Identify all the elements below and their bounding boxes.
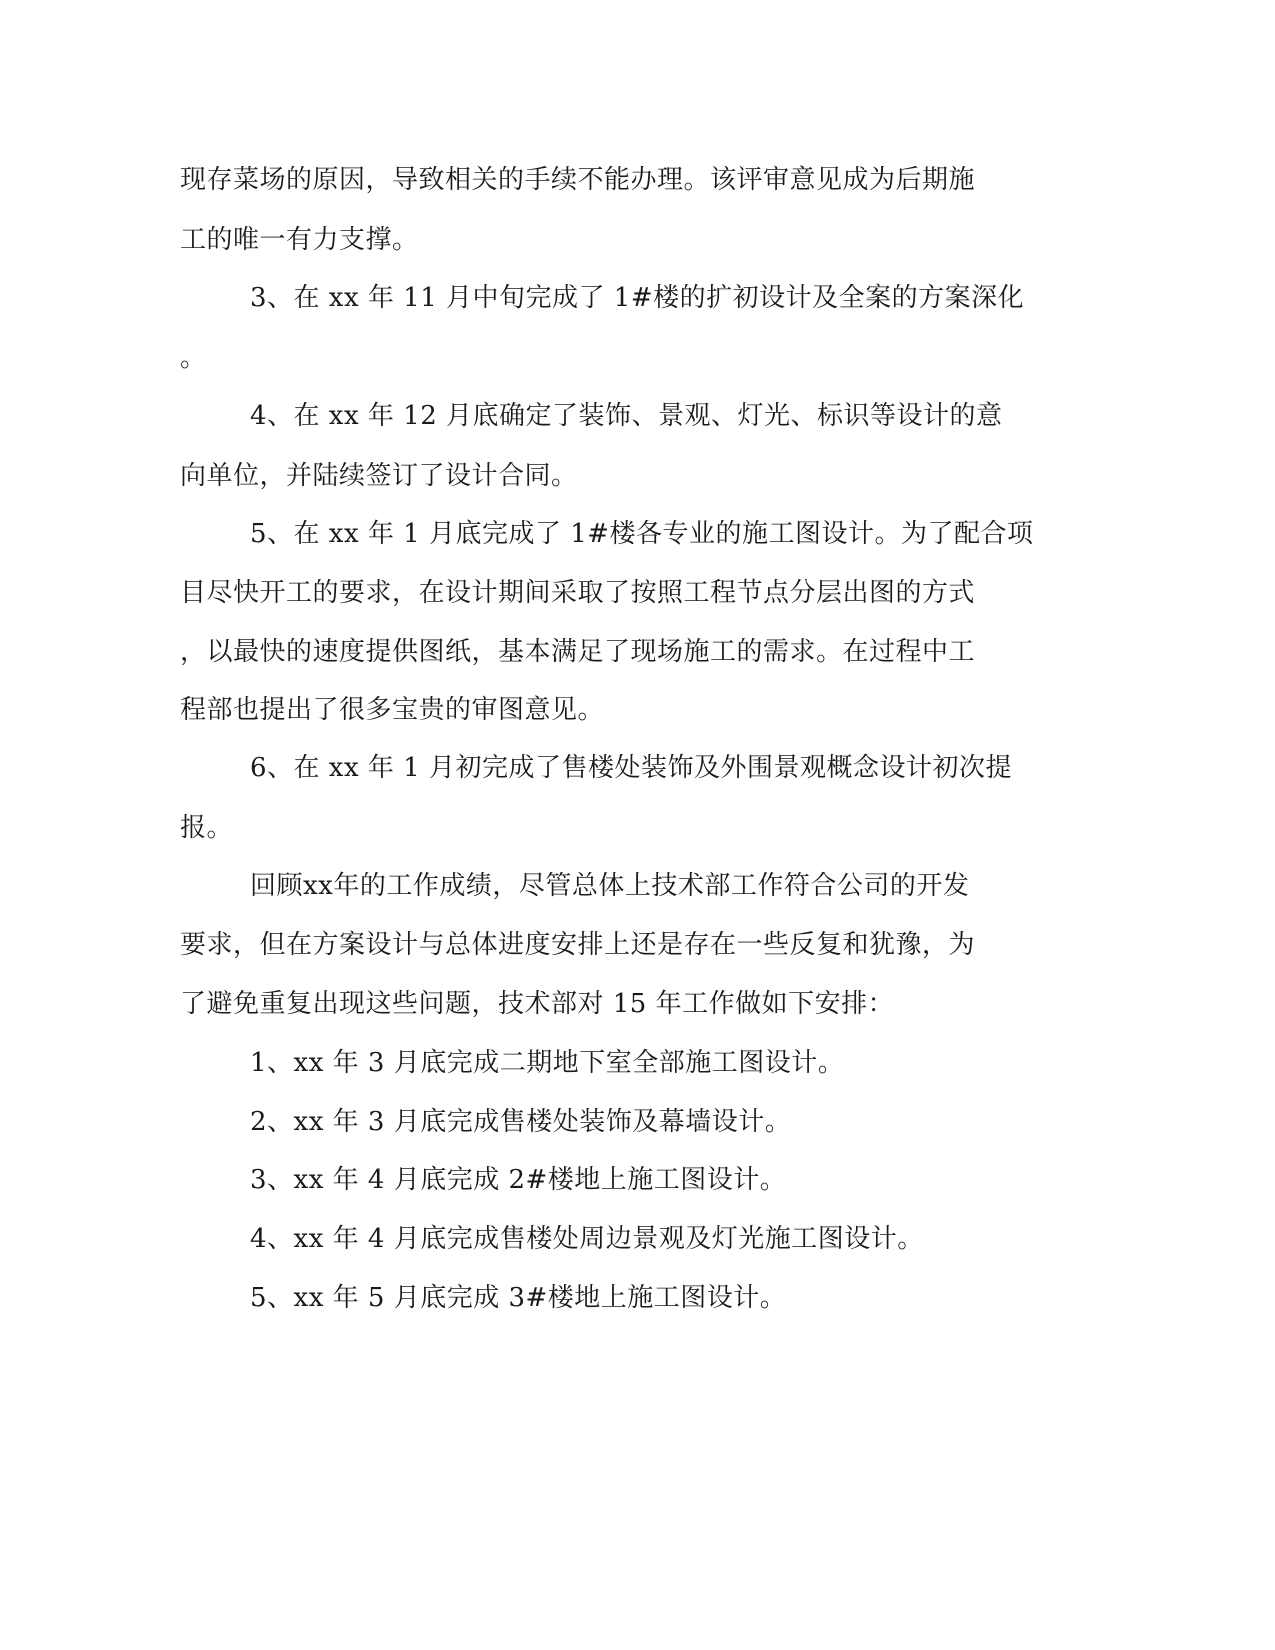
text-line: 目尽快开工的要求，在设计期间采取了按照工程节点分层出图的方式 (180, 578, 976, 608)
text-line: 程部也提出了很多宝贵的审图意见。 (180, 695, 605, 725)
text-line: 要求，但在方案设计与总体进度安排上还是存在一些反复和犹豫，为 (180, 930, 976, 960)
text-line: 6、在 xx 年 1 月初完成了售楼处装饰及外围景观概念设计初次提 (250, 753, 1012, 783)
text-line: 1、xx 年 3 月底完成二期地下室全部施工图设计。 (250, 1048, 845, 1078)
text-line: 了避免重复出现这些问题，技术部对 15 年工作做如下安排： (180, 989, 895, 1019)
text-line: 4、xx 年 4 月底完成售楼处周边景观及灯光施工图设计。 (250, 1224, 924, 1254)
text-line: 5、在 xx 年 1 月底完成了 1#楼各专业的施工图设计。为了配合项 (250, 519, 1034, 549)
text-line: 3、xx 年 4 月底完成 2#楼地上施工图设计。 (250, 1165, 787, 1195)
text-line: ，以最快的速度提供图纸，基本满足了现场施工的需求。在过程中工 (180, 637, 976, 667)
text-line: 向单位，并陆续签订了设计合同。 (180, 461, 578, 491)
text-line: 回顾xx年的工作成绩，尽管总体上技术部工作符合公司的开发 (250, 871, 970, 901)
text-line: 3、在 xx 年 11 月中旬完成了 1#楼的扩初设计及全案的方案深化 (250, 283, 1025, 313)
text-line: 。 (180, 343, 207, 373)
text-line: 2、xx 年 3 月底完成售楼处装饰及幕墙设计。 (250, 1107, 792, 1137)
text-line: 报。 (180, 813, 234, 843)
text-line: 工的唯一有力支撑。 (180, 225, 419, 255)
text-line: 现存菜场的原因，导致相关的手续不能办理。该评审意见成为后期施 (180, 165, 976, 195)
text-line: 5、xx 年 5 月底完成 3#楼地上施工图设计。 (250, 1283, 787, 1313)
text-line: 4、在 xx 年 12 月底确定了装饰、景观、灯光、标识等设计的意 (250, 401, 1003, 431)
